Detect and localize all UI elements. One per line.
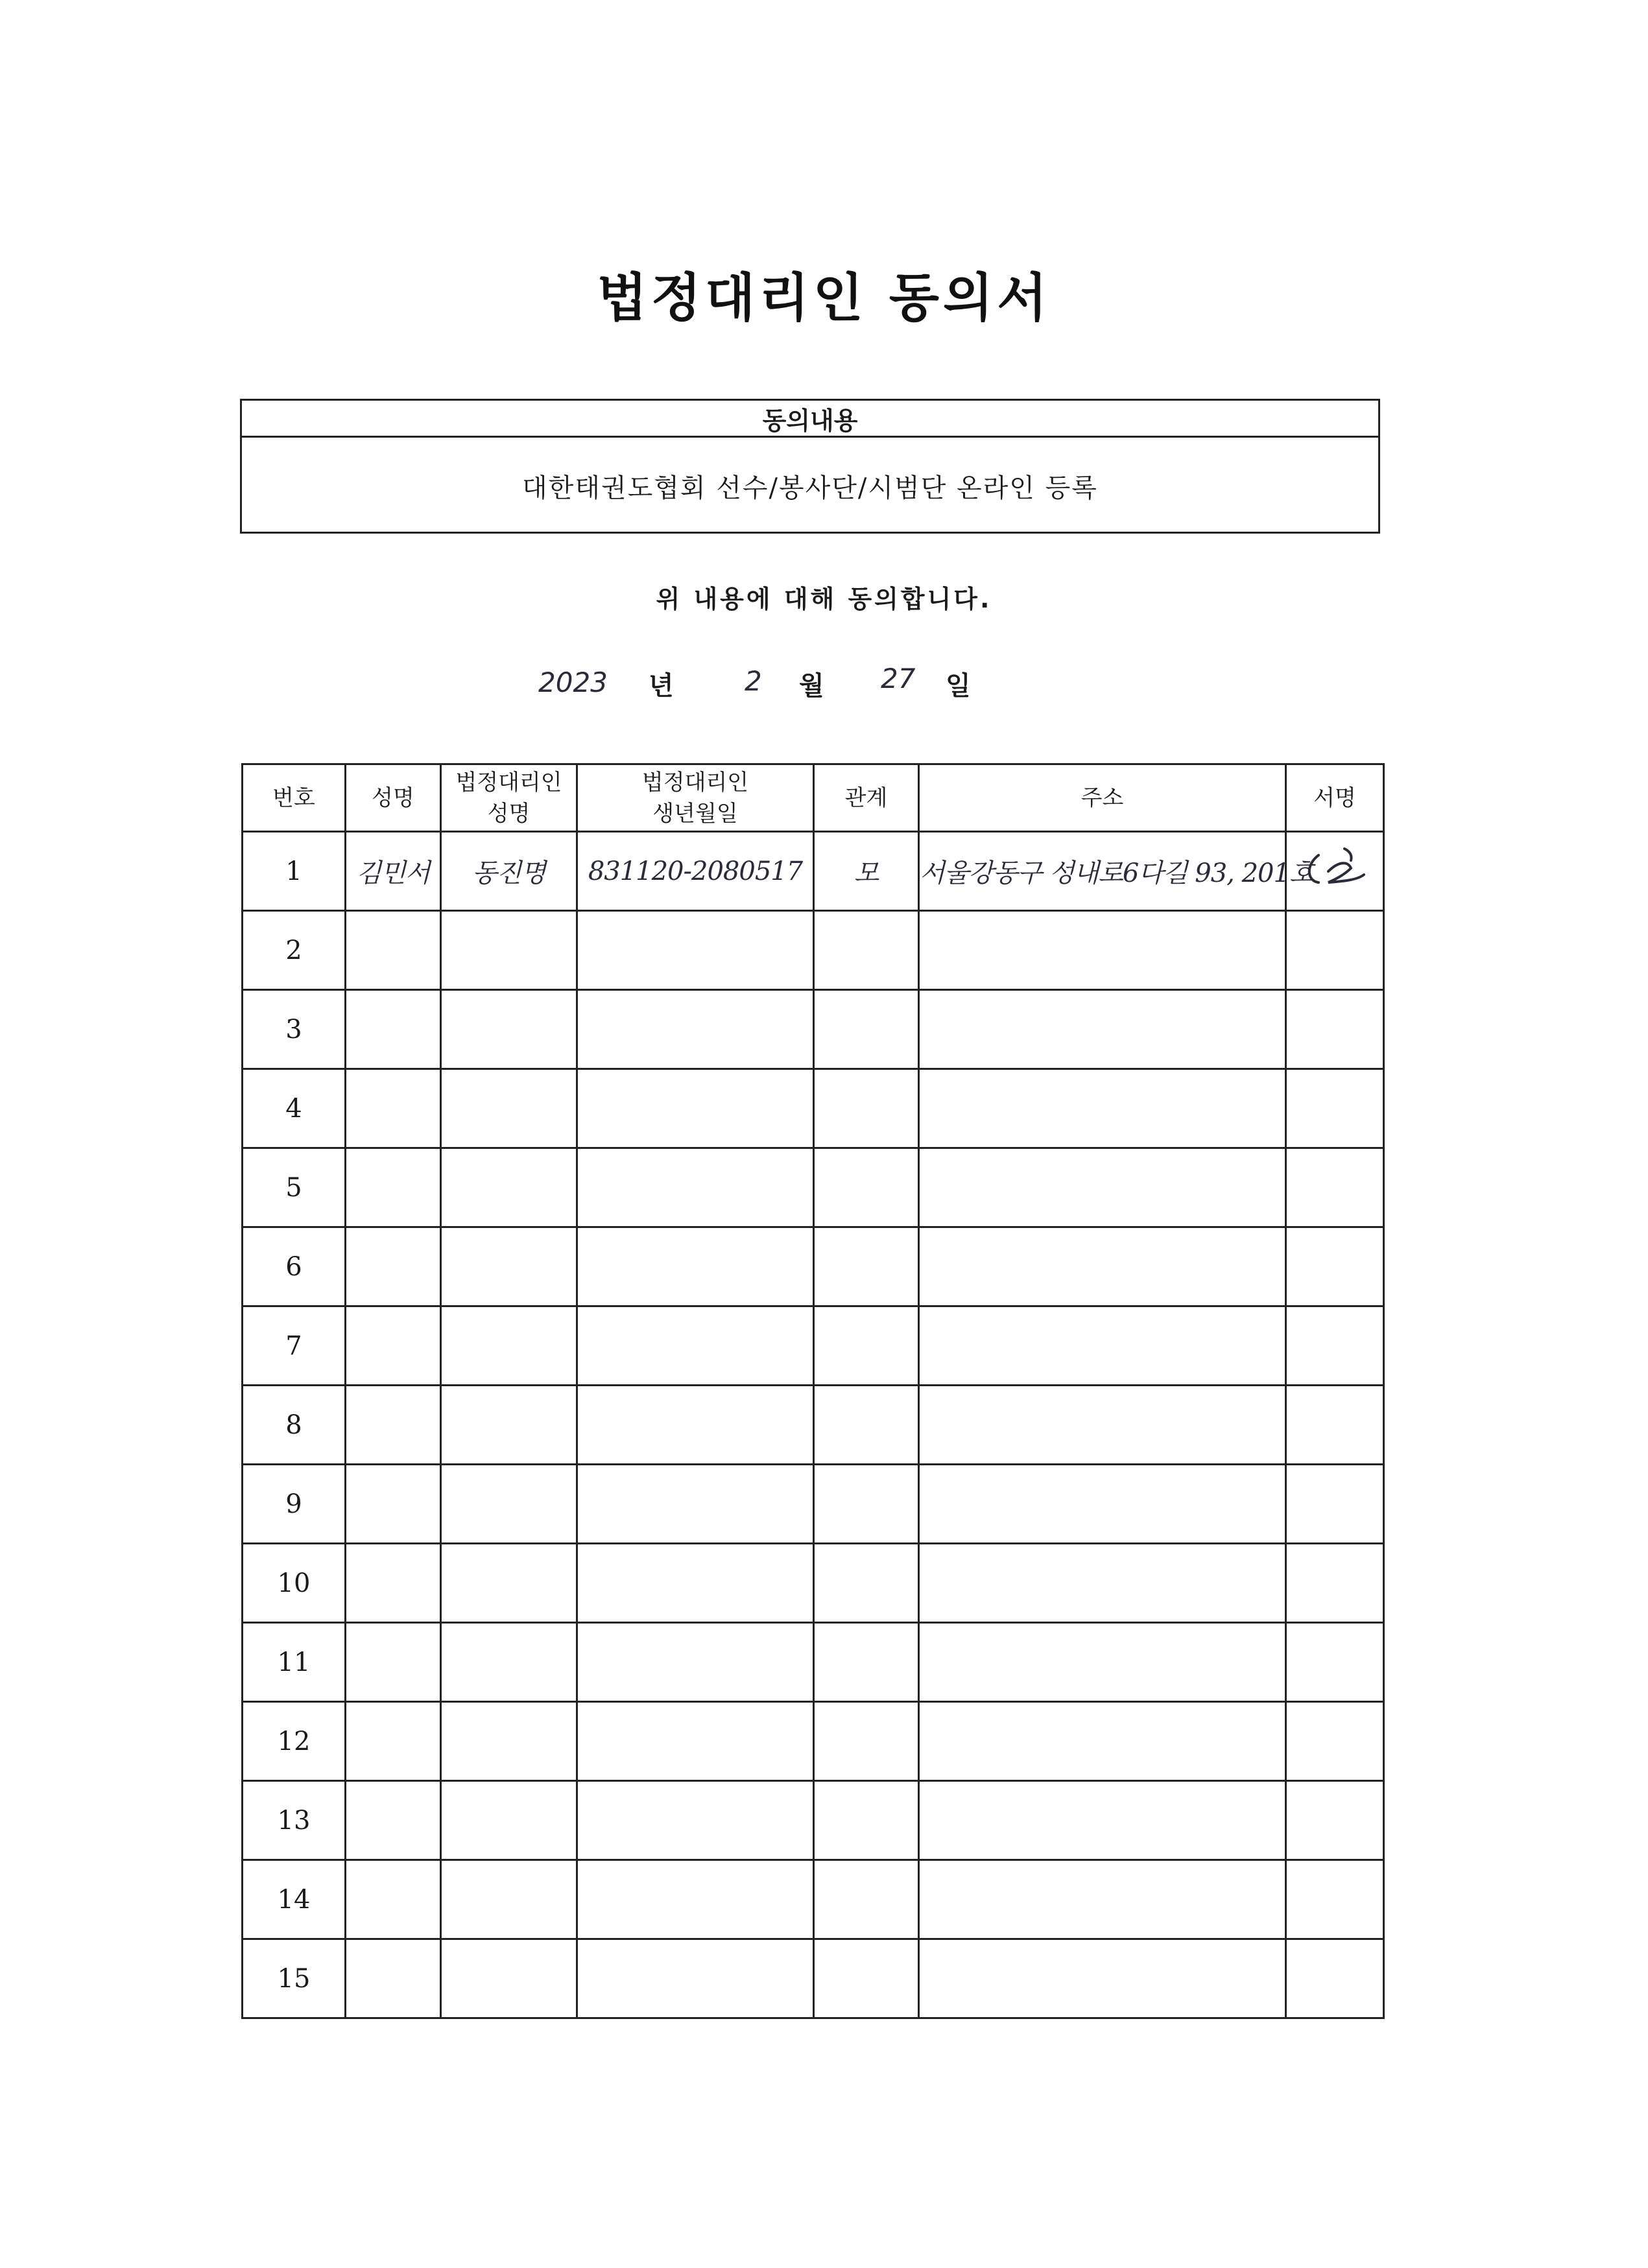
cell-signature: [1286, 1465, 1384, 1544]
agree-statement: 위 내용에 대해 동의합니다.: [656, 585, 992, 613]
cell-relation: [814, 1227, 919, 1306]
table-row: [243, 1781, 1384, 1860]
table-row: [243, 1465, 1384, 1544]
cell-no: 1: [243, 832, 346, 911]
header-guardian-name: [441, 764, 577, 832]
header-relation: 관계: [814, 764, 919, 832]
cell-name: [346, 911, 441, 990]
cell-relation: [814, 1939, 919, 2018]
cell-guardian-name: [441, 1148, 577, 1227]
cell-address: [919, 911, 1286, 990]
cell-signature: [1286, 1306, 1384, 1386]
table-row: [243, 1306, 1384, 1386]
cell-signature: [1286, 1544, 1384, 1623]
cell-address: [919, 1544, 1286, 1623]
cell-address: [919, 1465, 1286, 1544]
cell-guardian-birth: [577, 1939, 814, 2018]
cell-name: [346, 1623, 441, 1702]
cell-guardian-birth: [577, 1227, 814, 1306]
cell-address: [919, 1386, 1286, 1465]
cell-guardian-birth: [577, 1148, 814, 1227]
consent-body: 대한태권도협회 선수/봉사단/시범단 온라인 등록: [522, 473, 1098, 503]
cell-address: [919, 1939, 1286, 2018]
date-day: 27: [881, 663, 916, 694]
cell-no: 10: [243, 1544, 346, 1623]
date-day-label: 일: [946, 671, 971, 701]
cell-guardian-name: [441, 1544, 577, 1623]
cell-no: 6: [243, 1227, 346, 1306]
cell-address: [919, 1227, 1286, 1306]
table-row: [243, 1623, 1384, 1702]
table-row: [243, 990, 1384, 1069]
cell-signature: [1286, 1781, 1384, 1860]
cell-signature: [1286, 1702, 1384, 1781]
table-row: [243, 1386, 1384, 1465]
cell-address: 서울강동구 성내로6다길 93, 201호: [919, 832, 1286, 911]
table-row: [243, 1227, 1384, 1306]
header-guardian-birth-line1: 법정대리인: [641, 769, 749, 796]
cell-signature: [1286, 1386, 1384, 1465]
date-month-label: 월: [799, 671, 824, 701]
header-guardian-name-line2: 성명: [487, 800, 531, 827]
cell-address: [919, 1702, 1286, 1781]
consent-box: [240, 399, 1380, 534]
date-year: 2023: [538, 667, 608, 698]
cell-name: [346, 1386, 441, 1465]
cell-address: [919, 1860, 1286, 1939]
date-month: 2: [745, 665, 762, 697]
table-header-row: [243, 764, 1384, 832]
cell-guardian-name: 동진명: [441, 832, 577, 911]
cell-name: [346, 1069, 441, 1148]
cell-address: [919, 990, 1286, 1069]
cell-guardian-name: [441, 1939, 577, 2018]
page-title: 법정대리인 동의서: [597, 268, 1051, 328]
cell-signature: [1286, 990, 1384, 1069]
cell-signature: [1286, 911, 1384, 990]
cell-relation: [814, 1781, 919, 1860]
cell-name: [346, 1544, 441, 1623]
handwritten-signature: [1299, 842, 1370, 894]
header-address: 주소: [919, 764, 1286, 832]
cell-guardian-birth: [577, 1465, 814, 1544]
cell-guardian-birth: [577, 1306, 814, 1386]
cell-guardian-name: [441, 1069, 577, 1148]
cell-name: [346, 1939, 441, 2018]
cell-no: 7: [243, 1306, 346, 1386]
cell-guardian-birth: [577, 1386, 814, 1465]
cell-guardian-name: [441, 1623, 577, 1702]
table-row: [243, 1069, 1384, 1148]
table-row: [243, 911, 1384, 990]
cell-no: 3: [243, 990, 346, 1069]
cell-signature: [1286, 1860, 1384, 1939]
cell-name: [346, 1465, 441, 1544]
cell-relation: [814, 1702, 919, 1781]
cell-no: 13: [243, 1781, 346, 1860]
header-guardian-birth-line2: 생년월일: [652, 800, 738, 827]
cell-guardian-name: [441, 990, 577, 1069]
table-row: [243, 1702, 1384, 1781]
cell-guardian-birth: [577, 1623, 814, 1702]
table-row: [243, 1939, 1384, 2018]
cell-relation: [814, 1148, 919, 1227]
header-name: 성명: [346, 764, 441, 832]
cell-relation: [814, 1544, 919, 1623]
cell-name: [346, 1148, 441, 1227]
cell-signature: [1286, 1069, 1384, 1148]
cell-relation: [814, 990, 919, 1069]
cell-guardian-name: [441, 1227, 577, 1306]
cell-address: [919, 1623, 1286, 1702]
cell-name: 김민서: [346, 832, 441, 911]
cell-signature: [1286, 1227, 1384, 1306]
cell-guardian-name: [441, 911, 577, 990]
cell-guardian-name: [441, 1386, 577, 1465]
cell-guardian-birth: 831120-2080517: [577, 832, 814, 911]
cell-signature: [1286, 1148, 1384, 1227]
cell-no: 8: [243, 1386, 346, 1465]
header-no: 번호: [243, 764, 346, 832]
cell-guardian-name: [441, 1781, 577, 1860]
cell-signature: [1286, 1623, 1384, 1702]
cell-name: [346, 1306, 441, 1386]
cell-guardian-birth: [577, 911, 814, 990]
cell-guardian-birth: [577, 1544, 814, 1623]
cell-guardian-name: [441, 1465, 577, 1544]
cell-name: [346, 990, 441, 1069]
cell-no: 15: [243, 1939, 346, 2018]
table-row: [243, 1148, 1384, 1227]
cell-relation: [814, 1623, 919, 1702]
cell-no: 9: [243, 1465, 346, 1544]
cell-address: [919, 1306, 1286, 1386]
cell-address: [919, 1781, 1286, 1860]
cell-relation: 모: [814, 832, 919, 911]
cell-name: [346, 1702, 441, 1781]
cell-no: 4: [243, 1069, 346, 1148]
cell-relation: [814, 1306, 919, 1386]
cell-relation: [814, 1386, 919, 1465]
cell-guardian-birth: [577, 1069, 814, 1148]
table-row: [243, 1544, 1384, 1623]
cell-guardian-birth: [577, 1860, 814, 1939]
cell-no: 14: [243, 1860, 346, 1939]
cell-relation: [814, 911, 919, 990]
cell-no: 11: [243, 1623, 346, 1702]
cell-guardian-name: [441, 1306, 577, 1386]
cell-guardian-birth: [577, 1781, 814, 1860]
cell-address: [919, 1069, 1286, 1148]
consent-header: 동의내용: [242, 401, 1378, 438]
header-signature: 서명: [1286, 764, 1384, 832]
guardian-table: [241, 763, 1385, 2019]
table-row: [243, 1860, 1384, 1939]
cell-no: 2: [243, 911, 346, 990]
cell-guardian-name: [441, 1702, 577, 1781]
cell-guardian-birth: [577, 1702, 814, 1781]
header-guardian-birth: [577, 764, 814, 832]
cell-address: [919, 1148, 1286, 1227]
header-guardian-name-line1: 법정대리인: [455, 769, 562, 796]
cell-name: [346, 1860, 441, 1939]
date-row: [0, 663, 1648, 708]
cell-no: 5: [243, 1148, 346, 1227]
cell-name: [346, 1781, 441, 1860]
cell-signature: [1286, 1939, 1384, 2018]
cell-signature: [1286, 832, 1384, 911]
date-year-label: 년: [649, 671, 674, 701]
cell-no: 12: [243, 1702, 346, 1781]
cell-guardian-name: [441, 1860, 577, 1939]
cell-relation: [814, 1860, 919, 1939]
cell-guardian-birth: [577, 990, 814, 1069]
cell-relation: [814, 1465, 919, 1544]
cell-name: [346, 1227, 441, 1306]
cell-relation: [814, 1069, 919, 1148]
table-row: [243, 832, 1384, 911]
